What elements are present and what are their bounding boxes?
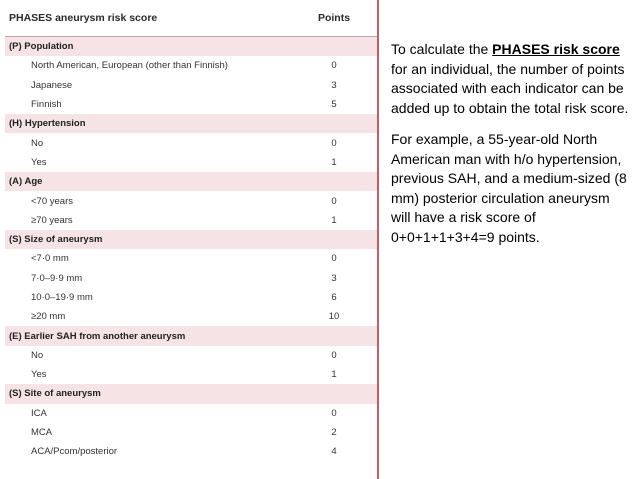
row-label: ACA/Pcom/posterior [31, 446, 118, 458]
explanation-paragraph-2: For example, a 55-year-old North American man with h/o hypertension, previous SAH, and a medium-sized (8 mm) posterior circulation aneurysm will have a risk score of 0+0+1+1+3+4=9 points. [391, 131, 627, 245]
section-label: (S) Site of aneurysm [9, 388, 101, 400]
section-header-row [5, 37, 377, 56]
row-label: No [31, 349, 44, 361]
table-row [5, 249, 377, 268]
section-label: (P) Population [9, 41, 74, 53]
explanation-paragraph-1: To calculate the PHASES risk score for an individual, the number of points associated with each indicator can be added up to obtain the total risk score. [391, 41, 629, 116]
table-row [5, 423, 377, 442]
row-points: 6 [331, 292, 337, 303]
table-title: PHASES aneurysm risk score [9, 12, 158, 24]
phases-risk-score-term: PHASES risk score [492, 41, 620, 57]
row-points: 0 [331, 349, 337, 361]
table-row [5, 365, 377, 384]
table-row [5, 56, 377, 75]
table-row [5, 133, 377, 152]
row-points: 1 [331, 156, 337, 168]
section-header-row [5, 326, 377, 345]
section-label: (E) Earlier SAH from another aneurysm [9, 330, 186, 342]
row-points: 4 [331, 446, 337, 458]
row-label: MCA [31, 427, 53, 439]
table-row [5, 346, 377, 365]
section-label: (H) Hypertension [9, 118, 86, 130]
row-points: 1 [331, 369, 337, 381]
table-row [5, 191, 377, 210]
row-label: ICA [31, 407, 47, 419]
row-points: 2 [331, 427, 337, 439]
section-header-row [5, 114, 377, 133]
row-points: 0 [331, 195, 337, 207]
row-points: 3 [331, 79, 337, 91]
table-row [5, 95, 377, 114]
table-row [5, 307, 377, 326]
table-row [5, 288, 377, 307]
row-label: Yes [31, 369, 47, 381]
row-points: 10 [328, 311, 340, 323]
row-points: 0 [331, 60, 337, 72]
section-header-row [5, 172, 377, 191]
table-body [5, 37, 377, 462]
row-label: ≥70 years [31, 214, 73, 226]
row-label: <7·0 mm [31, 253, 69, 265]
section-label: (A) Age [9, 176, 43, 188]
row-label: 10·0–19·9 mm [31, 292, 93, 303]
explanation-text [391, 40, 631, 259]
table-row [5, 442, 377, 461]
table-row [5, 211, 377, 230]
table-row [5, 76, 377, 95]
points-column-header: Points [317, 12, 351, 24]
row-points: 3 [331, 272, 337, 284]
row-label: Yes [31, 156, 47, 168]
row-label: North American, European (other than Finnish) [31, 60, 228, 72]
row-label: 7·0–9·9 mm [31, 272, 83, 284]
table-row [5, 153, 377, 172]
row-label: <70 years [31, 195, 73, 207]
table-header [5, 0, 377, 37]
row-points: 0 [331, 253, 337, 265]
table-row [5, 269, 377, 288]
row-label: Finnish [31, 99, 62, 111]
row-label: Japanese [31, 79, 73, 91]
section-label: (S) Size of aneurysm [9, 234, 103, 246]
table-row [5, 404, 377, 423]
row-label: No [31, 137, 44, 149]
row-label: ≥20 mm [31, 311, 66, 323]
row-points: 0 [331, 407, 337, 419]
row-points: 5 [331, 99, 337, 111]
phases-score-table [5, 0, 379, 479]
row-points: 1 [331, 214, 337, 226]
section-header-row [5, 230, 377, 249]
section-header-row [5, 384, 377, 403]
row-points: 0 [331, 137, 337, 149]
